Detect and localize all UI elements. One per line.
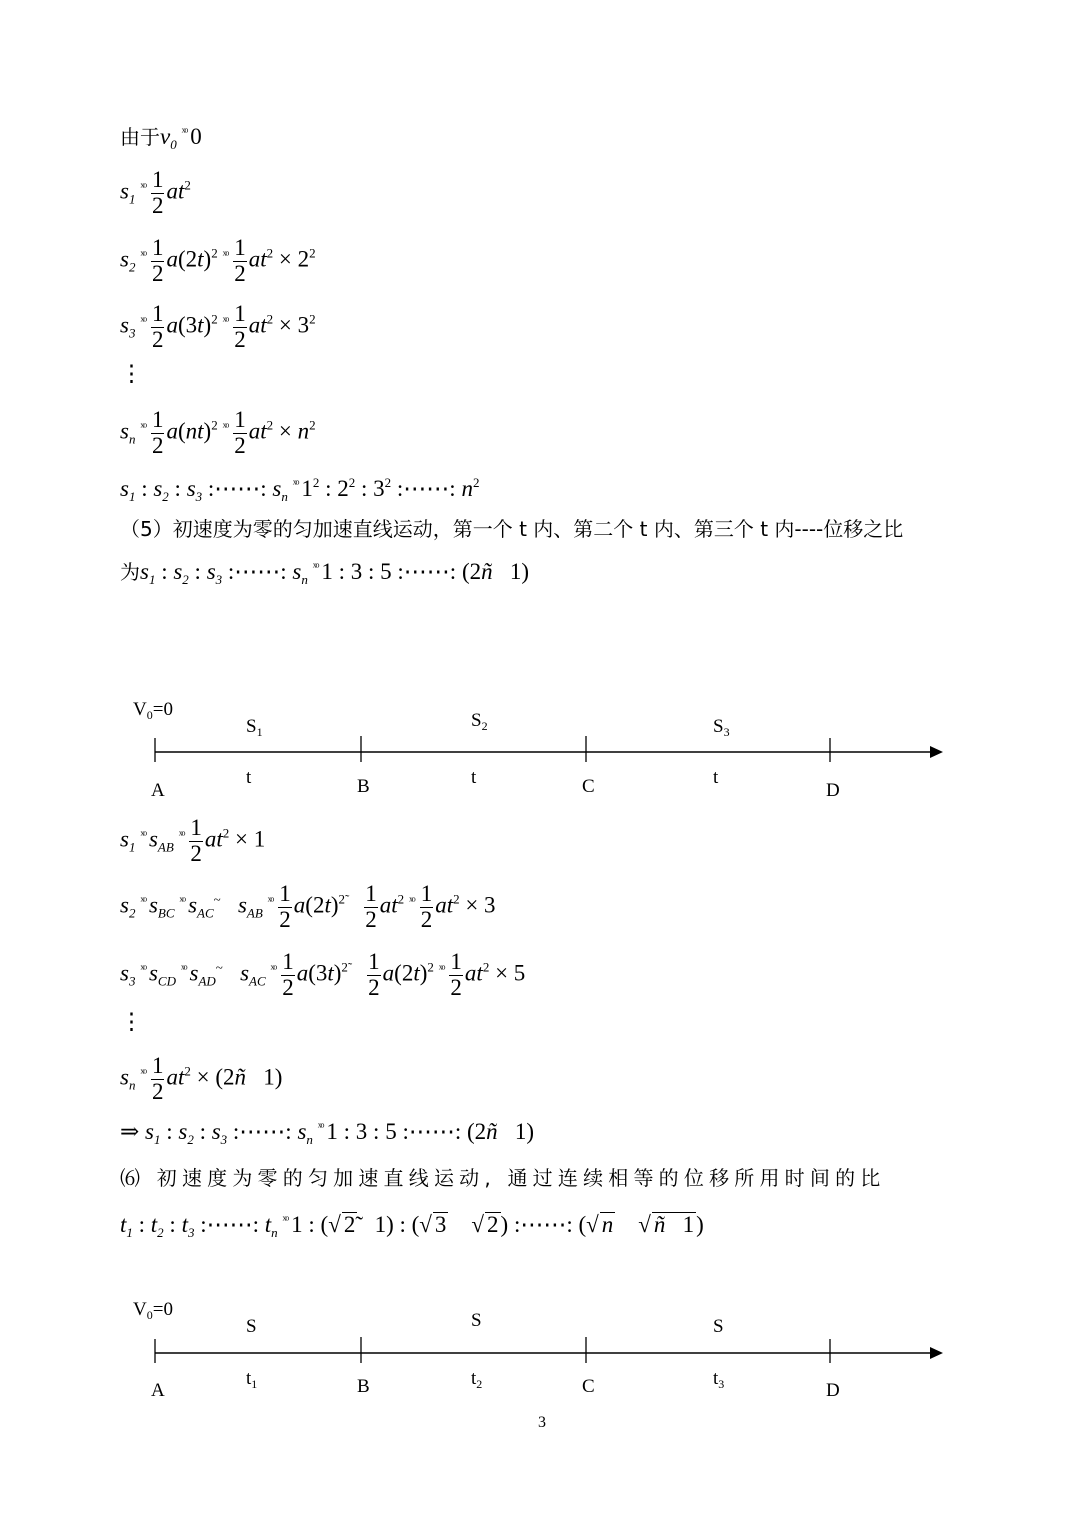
point-a: A <box>151 780 165 801</box>
eq-ratio-squares: $s_1$ : $s_2$ : $s_3$ :⋯⋯: $s_n^{ˣᵒ}$ $1^2$ : $2^2$ : $3^2$ :⋯⋯: $n^2$ <box>120 475 480 504</box>
v0-label: $V_0=0$ <box>133 699 173 722</box>
time-label-t3: $t_3$ <box>713 1368 725 1391</box>
eq-sn: $s_n^{ˣᵒ}$ $\frac{1}{2}$ a(nt)$^2$ $^{ˣᵒ}$ $\frac{1}{2}$ $at^2 \times n^2$ <box>120 407 316 458</box>
eq-s1-ab: $s_1^{ˣᵒ}$ $s_{AB}^{ˣᵒ}$ $\frac{1}{2}$ $at^2 \times 1$ <box>120 815 266 866</box>
eq-sn-odd: $s_n^{ˣᵒ}$ $\frac{1}{2}$ $at^2$ × (2ñ 1) <box>120 1053 283 1104</box>
v0-zero-line: 由于$v_0^{ˣᵒ}$ 0 <box>120 124 202 152</box>
eq-s3: $s_3^{ˣᵒ}$ $\frac{1}{2}$ $a(3t)^2$ $^{ˣᵒ}$ $\frac{1}{2}$ $at^2 \times 3^2$ <box>120 301 316 352</box>
segment-label-s2: $S_2$ <box>471 710 488 733</box>
eq-s1: $s_1^{ˣᵒ}$ $\frac{1}{2}$ $at^2$ <box>120 167 191 218</box>
point-c: C <box>582 1376 595 1397</box>
axis-arrow <box>930 1347 943 1359</box>
eq-ratio-odd-2: ⇒ $s_1$ : $s_2$ : $s_3$ :⋯⋯: $s_n^{ˣᵒ}$ 1 : 3 : 5 :⋯⋯: (2ñ 1) <box>120 1119 535 1147</box>
v0-label: $V_0=0$ <box>133 1299 173 1322</box>
segment-label-s1: $S_1$ <box>246 716 263 739</box>
point-d: D <box>826 780 840 801</box>
point-b: B <box>357 776 370 797</box>
eq-s2: $s_2^{ˣᵒ}$ $\frac{1}{2}$ $a(2t)^2$ $^{ˣᵒ}$ $\frac{1}{2}$ $at^2 \times 2^2$ <box>120 235 316 286</box>
result-prefix: 为 <box>120 560 140 584</box>
vdots-1: ⋮ <box>120 361 143 386</box>
section6-heading: ⑹ 初速度为零的匀加速直线运动, 通过连续相等的位移所用时间的比 <box>120 1166 886 1190</box>
point-a: A <box>151 1380 165 1401</box>
time-label-3: t <box>713 767 719 788</box>
page-number: 3 <box>538 1414 546 1431</box>
segment-label-2: S <box>471 1310 482 1331</box>
segment-label-1: S <box>246 1316 257 1337</box>
point-d: D <box>826 1380 840 1401</box>
eq-s2-bc: $s_2^{ˣᵒ}$ $s_{BC}^{ˣᵒ}$ $s_{AC}^\sim$ $s_{AB}^{ˣᵒ}$ $\frac{1}{2}$ $a(2t)^{2̃}$ $\frac{1}{2}$ $at^2$ $^{ˣᵒ}$ $\frac{1}{2}$ $at^2 \times 3$ <box>120 881 496 932</box>
eq-s3-cd: $s_3^{ˣᵒ}$ $s_{CD}^{ˣᵒ}$ $s_{AD}^\sim$ $s_{AC}^{ˣᵒ}$ $\frac{1}{2}$ $a(3t)^{2̃}$ $\frac{1}{2}$ $a(2t)^2$ $^{ˣᵒ}$ $\frac{1}{2}$ $at^2 \times 5$ <box>120 949 526 1000</box>
motion-diagram-1 <box>0 690 1087 810</box>
vdots-2: ⋮ <box>120 1009 143 1034</box>
eq-time-ratio: $t_1$ : $t_2$ : $t_3$ :⋯⋯: $t_n^{ˣᵒ}$ 1 : (√ 2̃ 1) : (√ 3 √ 2) :⋯⋯: (√ n √ ñ 1) <box>120 1212 704 1240</box>
motion-diagram-2 <box>0 1290 1087 1410</box>
segment-label-s3: $S_3$ <box>713 716 730 739</box>
eq-ratio-odd: 为$s_1$ : $s_2$ : $s_3$ :⋯⋯: $s_n^{ˣᵒ}$ 1 : 3 : 5 :⋯⋯: (2ñ 1) <box>120 559 530 587</box>
time-label-t2: $t_2$ <box>471 1368 483 1391</box>
segment-label-3: S <box>713 1316 724 1337</box>
axis-arrow <box>930 746 943 758</box>
point-c: C <box>582 776 595 797</box>
time-label-t1: $t_1$ <box>246 1368 258 1391</box>
section5-heading: （5）初速度为零的匀加速直线运动，第一个 t 内、第二个 t 内、第三个 t 内----位移之比 <box>120 517 904 541</box>
time-label-1: t <box>246 767 252 788</box>
point-b: B <box>357 1376 370 1397</box>
time-label-2: t <box>471 767 477 788</box>
intro-prefix: 由于 <box>120 125 160 149</box>
